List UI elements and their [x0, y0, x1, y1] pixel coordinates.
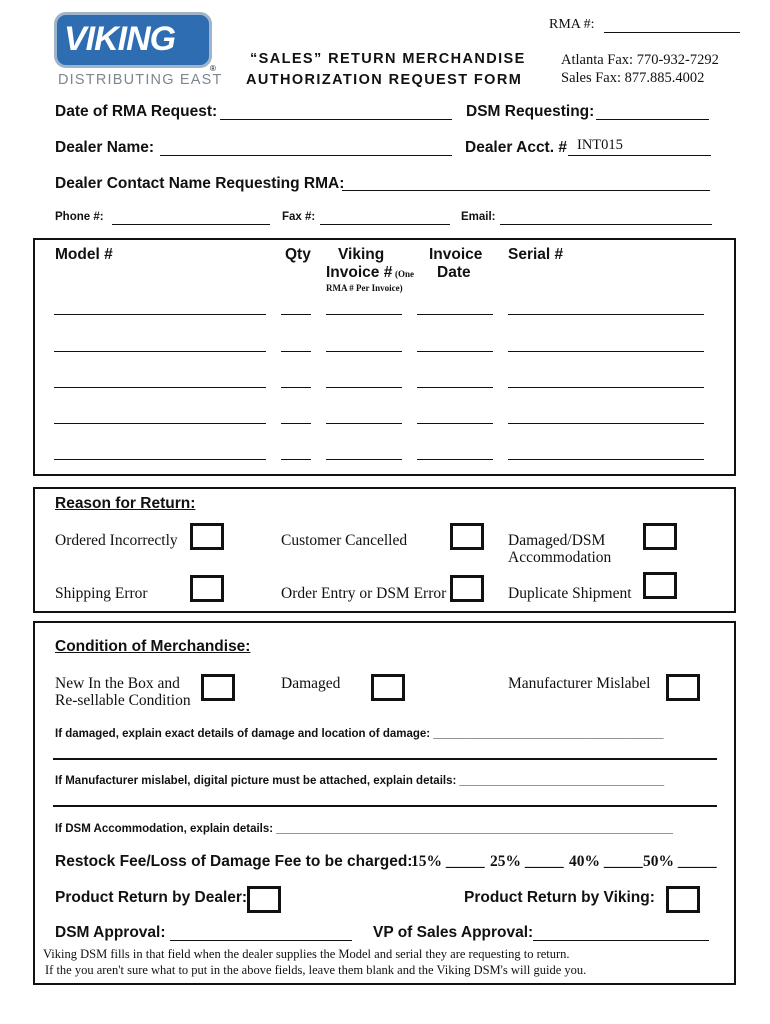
damaged-label: Damaged	[281, 675, 341, 692]
dealer-name-input[interactable]	[160, 155, 452, 156]
dealer-acct-label: Dealer Acct. #	[465, 139, 567, 156]
qty-line[interactable]	[281, 351, 311, 352]
dsm-approval-label: DSM Approval:	[55, 924, 166, 941]
shipping-error-checkbox[interactable]	[190, 575, 224, 602]
vp-approval-label: VP of Sales Approval:	[373, 924, 534, 941]
damage-details-field[interactable]: If damaged, explain exact details of damage and location of damage: ____________________________________	[55, 728, 664, 740]
fee-40-option[interactable]: 40% _____	[569, 853, 643, 870]
damaged-checkbox[interactable]	[371, 674, 405, 701]
invoice-note-1: (One	[395, 269, 414, 279]
reason-title: Reason for Return:	[55, 495, 196, 512]
invoice-line[interactable]	[326, 423, 402, 424]
vp-approval-input[interactable]	[533, 940, 709, 941]
invoice-date-line[interactable]	[417, 387, 493, 388]
email-input[interactable]	[500, 224, 712, 225]
form-title-line2: AUTHORIZATION REQUEST FORM	[246, 72, 523, 88]
new-in-box-label-2: Re-sellable Condition	[55, 692, 191, 709]
invoice-date-line[interactable]	[417, 459, 493, 460]
dealer-name-label: Dealer Name:	[55, 139, 155, 156]
ordered-incorrectly-checkbox[interactable]	[190, 523, 224, 550]
model-line[interactable]	[54, 387, 266, 388]
new-in-box-checkbox[interactable]	[201, 674, 235, 701]
restock-fee-label: Restock Fee/Loss of Damage Fee to be charged:	[55, 853, 413, 870]
damaged-dsm-label-2: Accommodation	[508, 549, 612, 566]
dsm-note-2: If the you aren't sure what to put in the above fields, leave them blank and the Viking DSM's will guide you.	[45, 963, 587, 977]
dsm-requesting-label: DSM Requesting:	[466, 103, 595, 120]
dsm-approval-input[interactable]	[170, 940, 352, 941]
invoice-note-2: RMA # Per Invoice)	[326, 283, 403, 293]
invoice-header: Viking	[338, 246, 385, 263]
invoice-line[interactable]	[326, 459, 402, 460]
form-title-line1: “SALES” RETURN MERCHANDISE	[250, 51, 526, 67]
manufacturer-mislabel-checkbox[interactable]	[666, 674, 700, 701]
duplicate-shipment-label: Duplicate Shipment	[508, 585, 632, 602]
shipping-error-label: Shipping Error	[55, 585, 148, 602]
dealer-contact-label: Dealer Contact Name Requesting RMA:	[55, 175, 345, 192]
serial-header: Serial #	[508, 246, 564, 263]
mislabel-details-rule	[53, 805, 717, 807]
phone-label: Phone #:	[55, 211, 104, 223]
date-of-rma-input[interactable]	[220, 119, 452, 120]
qty-header: Qty	[285, 246, 311, 263]
date-of-rma-label: Date of RMA Request:	[55, 103, 218, 120]
damage-details-rule	[53, 758, 717, 760]
rma-input[interactable]	[604, 32, 740, 33]
damaged-dsm-label: Damaged/DSM	[508, 532, 606, 549]
fee-50-option[interactable]: 50% _____	[643, 853, 717, 870]
fee-15-option[interactable]: 15% _____	[411, 853, 485, 870]
damaged-dsm-checkbox[interactable]	[643, 523, 677, 550]
phone-input[interactable]	[112, 224, 270, 225]
dsm-details-field[interactable]: If DSM Accommodation, explain details: ______________________________________________________________	[55, 823, 673, 835]
serial-line[interactable]	[508, 387, 704, 388]
dealer-acct-input[interactable]	[568, 155, 711, 156]
model-line[interactable]	[54, 459, 266, 460]
return-by-dealer-checkbox[interactable]	[247, 886, 281, 913]
manufacturer-mislabel-label: Manufacturer Mislabel	[508, 675, 651, 692]
condition-title: Condition of Merchandise:	[55, 638, 251, 655]
order-entry-error-checkbox[interactable]	[450, 575, 484, 602]
invoice-date-header: Invoice	[429, 246, 483, 263]
invoice-line[interactable]	[326, 387, 402, 388]
invoice-date-line[interactable]	[417, 423, 493, 424]
dsm-requesting-input[interactable]	[596, 119, 709, 120]
sales-fax: Sales Fax: 877.885.4002	[561, 70, 705, 86]
invoice-date-header-2: Date	[437, 264, 471, 281]
order-entry-error-label: Order Entry or DSM Error	[281, 585, 447, 602]
dealer-contact-input[interactable]	[342, 190, 710, 191]
qty-line[interactable]	[281, 423, 311, 424]
serial-line[interactable]	[508, 423, 704, 424]
new-in-box-label: New In the Box and	[55, 675, 180, 692]
return-by-viking-checkbox[interactable]	[666, 886, 700, 913]
model-line[interactable]	[54, 423, 266, 424]
customer-cancelled-label: Customer Cancelled	[281, 532, 408, 549]
viking-logo	[54, 12, 214, 72]
model-header: Model #	[55, 246, 113, 263]
mislabel-details-field[interactable]: If Manufacturer mislabel, digital picture must be attached, explain details: ________________________________	[55, 775, 665, 787]
serial-line[interactable]	[508, 314, 704, 315]
invoice-date-line[interactable]	[417, 314, 493, 315]
qty-line[interactable]	[281, 459, 311, 460]
duplicate-shipment-checkbox[interactable]	[643, 572, 677, 599]
qty-line[interactable]	[281, 314, 311, 315]
fax-label: Fax #:	[282, 211, 316, 223]
invoice-date-line[interactable]	[417, 351, 493, 352]
customer-cancelled-checkbox[interactable]	[450, 523, 484, 550]
invoice-line[interactable]	[326, 314, 402, 315]
logo-registered: ®	[210, 64, 216, 73]
ordered-incorrectly-label: Ordered Incorrectly	[55, 532, 178, 549]
logo-subtitle: DISTRIBUTING EAST	[58, 72, 223, 88]
rma-label: RMA #:	[549, 17, 595, 32]
fax-input[interactable]	[320, 224, 450, 225]
qty-line[interactable]	[281, 387, 311, 388]
dealer-acct-value: INT015	[577, 137, 623, 153]
invoice-line[interactable]	[326, 351, 402, 352]
invoice-header-2: Invoice #	[326, 264, 393, 281]
logo-brand: VIKING	[64, 20, 176, 58]
email-label: Email:	[461, 211, 496, 223]
fee-25-option[interactable]: 25% _____	[490, 853, 564, 870]
atlanta-fax: Atlanta Fax: 770-932-7292	[561, 52, 719, 68]
model-line[interactable]	[54, 351, 266, 352]
serial-line[interactable]	[508, 351, 704, 352]
return-by-dealer-label: Product Return by Dealer:	[55, 889, 248, 906]
serial-line[interactable]	[508, 459, 704, 460]
dsm-note-1: Viking DSM fills in that field when the dealer supplies the Model and serial they are requesting to return.	[43, 947, 570, 961]
model-line[interactable]	[54, 314, 266, 315]
return-by-viking-label: Product Return by Viking:	[464, 889, 655, 906]
